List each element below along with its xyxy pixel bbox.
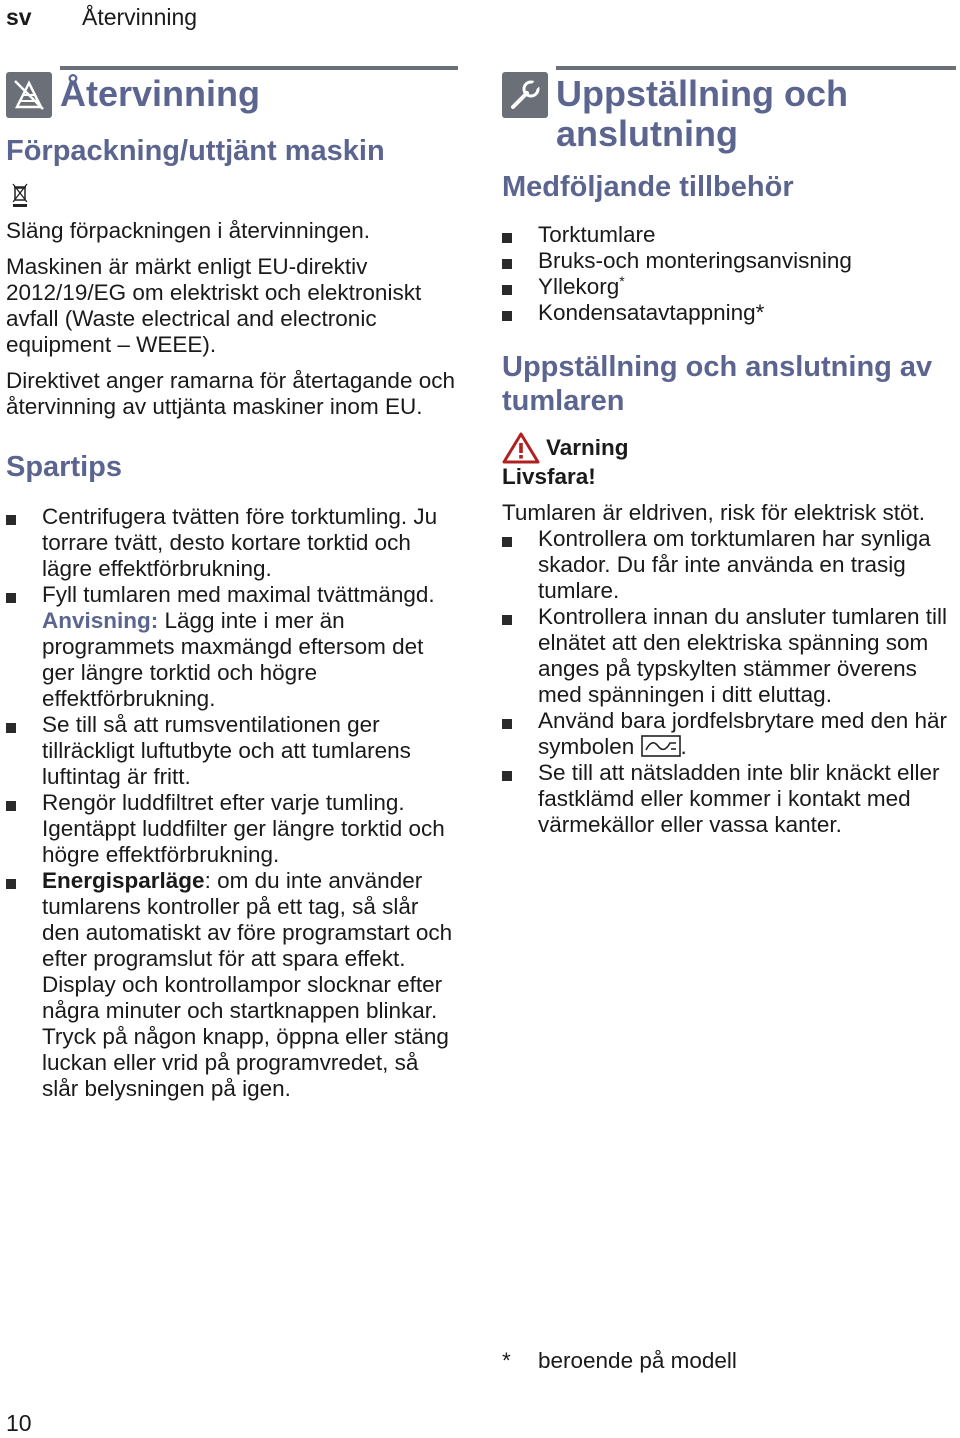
- list-item: [6, 868, 458, 1102]
- rcd-symbol-icon: [641, 735, 681, 757]
- warning-title: Varning: [546, 435, 629, 460]
- list-item: Kontrollera om torktumlaren har synliga skador. Du får inte använda en trasig tumlare.: [502, 526, 956, 604]
- bullet-icon: [502, 771, 512, 781]
- warning-text: Tumlaren är eldriven, risk för elektrisk stöt.: [502, 500, 926, 525]
- footnote-star: *: [502, 1348, 511, 1373]
- wrench-icon: [502, 72, 548, 118]
- savings-subheading: Spartips: [6, 451, 123, 483]
- packaging-subheading: Förpackning/uttjänt maskin: [6, 135, 385, 167]
- connection-subheading: Uppställning och anslutning av tumlaren: [502, 351, 933, 417]
- installation-heading: Uppställning och anslutning: [556, 66, 956, 154]
- list-item: Rengör luddfiltret efter varje tumling. Igentäppt luddfilter ger längre torktid och högre effektförbrukning.: [6, 790, 458, 868]
- crossed-bin-icon: [12, 182, 28, 208]
- packaging-paragraph: Släng förpackningen i återvinningen.: [6, 218, 370, 243]
- recycling-icon: [6, 72, 52, 118]
- weee-paragraph: Maskinen är märkt enligt EU-direktiv 2012/19/EG om elektriskt och elektroniskt avfall (Waste electrical and electronic equipment – WEEE).: [6, 254, 422, 357]
- warning-row: [502, 432, 956, 464]
- left-column: [6, 66, 458, 1102]
- energy-mode-label: Energisparläge: [42, 868, 205, 893]
- bullet-icon: [6, 801, 16, 811]
- list-item: Använd bara jordfelsbrytare med den här symbolen .: [502, 708, 956, 760]
- bullet-icon: [6, 879, 16, 889]
- directive-paragraph: Direktivet anger ramarna för återtagande och återvinning av uttjänta maskiner inom EU.: [6, 368, 455, 419]
- bullet-icon: [6, 593, 16, 603]
- energy-mode-text: : om du inte använder tumlarens kontroller på ett tag, så slår den automatiskt av före programstart och efter programslut för att spara effekt. Display och kontrollampor slocknar efter några minuter och startknappen blinkar. Tryck på någon knapp, öppna eller stäng luckan eller vrid på programvredet, så slår belysningen på igen.: [42, 868, 453, 1101]
- list-item: Bruks-och monteringsanvisning: [502, 248, 956, 274]
- accessories-list: [502, 222, 956, 326]
- bullet-icon: [502, 285, 512, 295]
- installation-heading-row: [502, 66, 956, 154]
- list-item: Torktumlare: [502, 222, 956, 248]
- bullet-icon: [502, 537, 512, 547]
- bullet-icon: [6, 515, 16, 525]
- note: [42, 608, 458, 712]
- bullet-icon: [6, 723, 16, 733]
- bullet-icon: [502, 259, 512, 269]
- list-item: Yllekorg*: [502, 274, 956, 300]
- footnote-text: beroende på modell: [538, 1348, 737, 1373]
- right-column: [502, 66, 956, 838]
- bullet-icon: [502, 233, 512, 243]
- bullet-icon: [502, 719, 512, 729]
- list-item: Kondensatavtappning*: [502, 300, 956, 326]
- bullet-icon: [502, 615, 512, 625]
- language-code: sv: [6, 4, 32, 30]
- list-item: Se till att nätsladden inte blir knäckt eller fastklämd eller kommer i kontakt med värmekällor eller vassa kanter.: [502, 760, 956, 838]
- bullet-icon: [502, 311, 512, 321]
- list-item: Kontrollera innan du ansluter tumlaren till elnätet att den elektriska spänning som anges på typskylten stämmer överens med spänningen i ditt eluttag.: [502, 604, 956, 708]
- accessories-subheading: Medföljande tillbehör: [502, 171, 794, 203]
- recycling-heading-row: [6, 66, 458, 118]
- footnote: [502, 1348, 737, 1374]
- note-text: Lägg inte i mer än programmets maxmängd eftersom det ger längre torktid och högre effektförbrukning.: [42, 608, 424, 711]
- footnote-marker: *: [619, 273, 625, 289]
- warning-subtitle: Livsfara!: [502, 464, 596, 489]
- list-item: Se till så att rumsventilationen ger tillräckligt luftutbyte och att tumlarens luftintag är fritt.: [6, 712, 458, 790]
- savings-tips-list: [6, 504, 458, 1102]
- list-item: Centrifugera tvätten före torktumling. Ju torrare tvätt, desto kortare torktid och lägre effektförbrukning.: [6, 504, 458, 582]
- list-item: Fyll tumlaren med maximal tvättmängd. Anvisning: Lägg inte i mer än programmets maxmängd eftersom det ger längre torktid och högre effektförbrukning.: [6, 582, 458, 712]
- warning-triangle-icon: [502, 432, 540, 464]
- recycling-heading: Återvinning: [60, 66, 458, 114]
- page-number: 10: [6, 1410, 32, 1436]
- safety-checks-list: [502, 526, 956, 838]
- note-label: Anvisning:: [42, 608, 159, 633]
- running-header: Återvinning: [82, 4, 198, 30]
